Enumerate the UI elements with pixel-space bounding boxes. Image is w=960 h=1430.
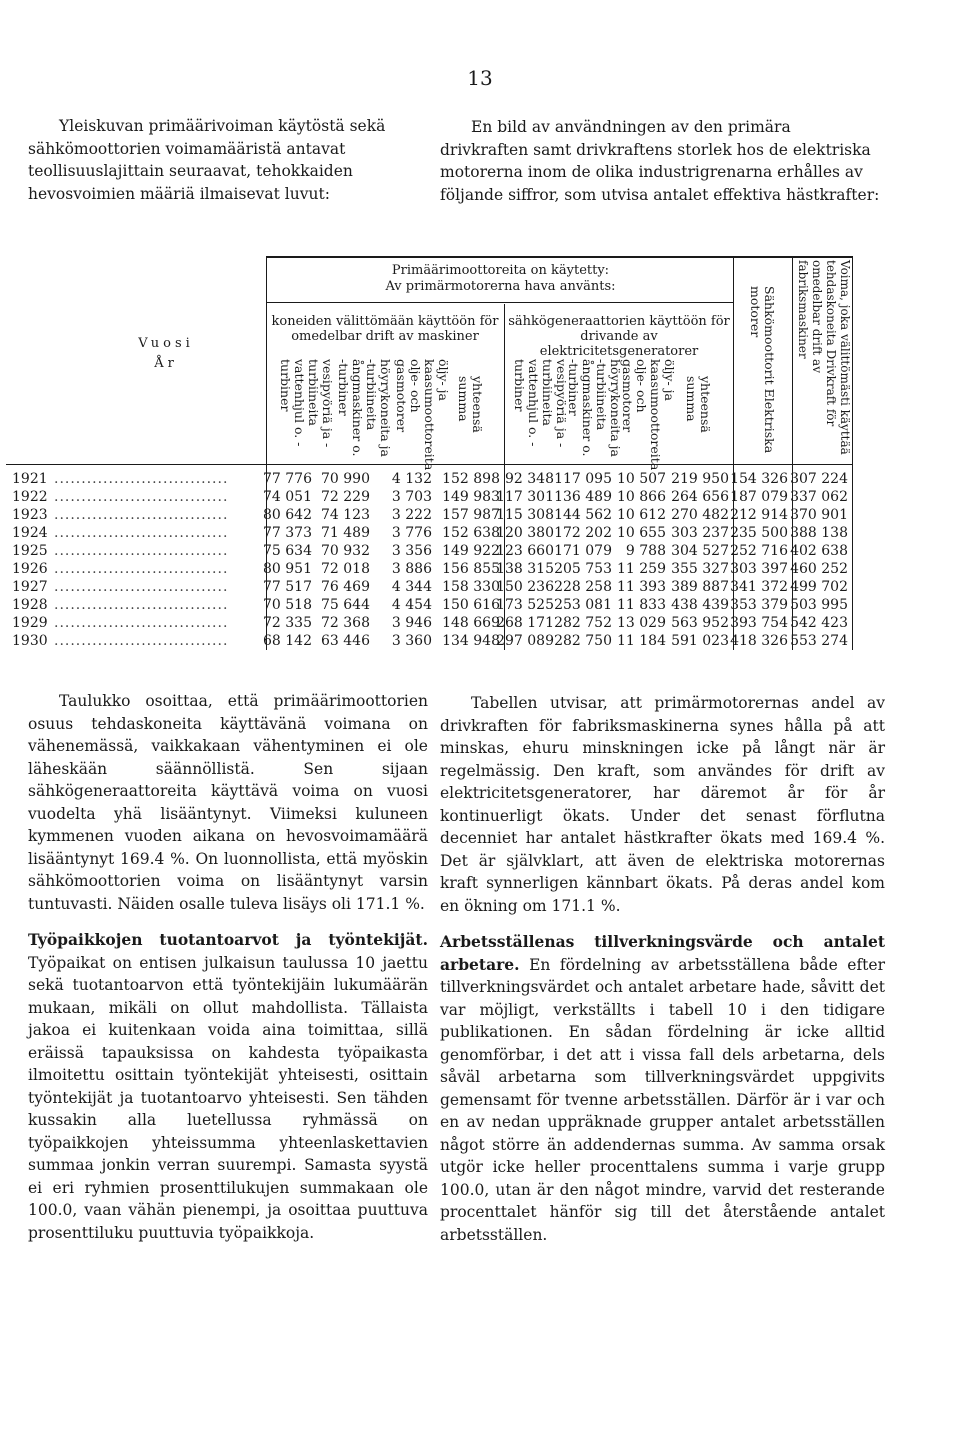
cell-value: 4 454 (391, 597, 432, 613)
cell-value: 157 987 (442, 507, 500, 523)
cell-value: 3 776 (391, 525, 432, 541)
leader-dots: ................................ (54, 507, 229, 523)
year-header-sv: År (154, 356, 178, 371)
cell-value: 150 616 (442, 597, 500, 613)
table-row (6, 506, 852, 525)
cell-value: 134 948 (442, 633, 500, 649)
direct-use-header: koneiden välittömään käyttöön för omedelbar drift av maskiner (271, 314, 499, 344)
row-year: 1924 (12, 525, 48, 541)
sv-paragraph-1: Tabellen utvisar, att primärmotorernas andel av drivkraften för fabriksmaskinerna synes hålla på att minskas, ehuru minskningen icke på långt när är regelmässig. Den kraft, som användes för drift av elektricitetsgeneratorer, har däremot år för år kontinuerligt ökats. Under det senast förflutna decenniet har antalet hästkrafter ökats med 169.4 %. Det är självklart, att även de elektriska motorernas kraft synnerligen kännbart ökats. På deras andel kom en ökning om 171.1 %. (440, 694, 885, 915)
cell-value: 72 368 (321, 615, 370, 631)
table-row (6, 560, 852, 579)
cell-value: 70 518 (263, 597, 312, 613)
col-water-gen: vesipyöriä ja -turbiineita vattenhjul o. -turbiner (512, 359, 569, 448)
col-sum-gen: yhteensä summa (684, 376, 713, 433)
cell-value: 70 990 (321, 471, 370, 487)
cell-value: 117 095 (554, 471, 612, 487)
col-steam-direct: höyrykoneita ja -turbiineita ångmaskiner o. -turbiner (336, 359, 393, 457)
table-row (6, 542, 852, 561)
col-steam-gen: höyrykoneita ja -turbiineita ångmaskiner o. -turbiner (566, 359, 623, 457)
col-total-direct-power: Voima, joka välittömästi käyttää tehdaskoneita Drivkraft för omedelbar drift av fabriksmaskiner (796, 260, 852, 455)
cell-value: 120 380 (496, 525, 554, 541)
cell-value: 355 327 (671, 561, 729, 577)
row-year: 1928 (12, 597, 48, 613)
cell-value: 171 079 (554, 543, 612, 559)
cell-value: 11 833 (617, 597, 666, 613)
leader-dots: ................................ (54, 543, 229, 559)
cell-value: 172 202 (554, 525, 612, 541)
cell-value: 75 644 (321, 597, 370, 613)
cell-value: 297 089 (496, 633, 554, 649)
cell-value: 117 301 (496, 489, 554, 505)
table-row (6, 488, 852, 507)
col-sum-direct: yhteensä summa (456, 376, 485, 433)
cell-value: 115 308 (496, 507, 554, 523)
generator-use-header: sähkögeneraattorien käyttöön för drivande av elektricitetsgeneratorer (508, 314, 730, 359)
year-header-fi: Vuosi (138, 336, 194, 351)
cell-value: 11 259 (617, 561, 666, 577)
cell-value: 553 274 (790, 633, 848, 649)
cell-value: 187 079 (730, 489, 788, 505)
cell-value: 219 950 (671, 471, 729, 487)
leader-dots: ................................ (54, 471, 229, 487)
swedish-column (440, 692, 885, 1246)
cell-value: 393 754 (730, 615, 788, 631)
cell-value: 74 123 (321, 507, 370, 523)
cell-value: 304 527 (671, 543, 729, 559)
cell-value: 11 393 (617, 579, 666, 595)
leader-dots: ................................ (54, 597, 229, 613)
cell-value: 77 517 (263, 579, 312, 595)
cell-value: 71 489 (321, 525, 370, 541)
table-row (6, 614, 852, 633)
cell-value: 270 482 (671, 507, 729, 523)
cell-value: 158 330 (442, 579, 500, 595)
leader-dots: ................................ (54, 561, 229, 577)
cell-value: 154 326 (730, 471, 788, 487)
intro-finnish: Yleiskuvan primäärivoiman käytöstä sekä sähkömoottorien voimamääristä antavat teollisuuslajittain seuraavat, tehokkaiden hevosvoimien määriä ilmaisevat luvut: (28, 117, 386, 203)
cell-value: 264 656 (671, 489, 729, 505)
table-row (6, 596, 852, 615)
cell-value: 72 335 (263, 615, 312, 631)
group-header-sv: Av primärmotorerna hava använts: (385, 279, 616, 294)
table-row (6, 524, 852, 543)
cell-value: 3 946 (391, 615, 432, 631)
cell-value: 418 326 (730, 633, 788, 649)
cell-value: 341 372 (730, 579, 788, 595)
cell-value: 282 752 (554, 615, 612, 631)
cell-value: 77 776 (263, 471, 312, 487)
cell-value: 460 252 (790, 561, 848, 577)
row-year: 1923 (12, 507, 48, 523)
col-electric-motors: Sähkömoottorit Elektriska motorer (748, 286, 777, 454)
intro-swedish: En bild av användningen av den primära drivkraften samt drivkraftens storlek hos de elektriska motorerna inom de olika industrigrenarna erhålles av följande siffror, som utvisa antalet effektiva hästkrafter: (440, 118, 880, 204)
cell-value: 173 525 (496, 597, 554, 613)
header-rule (266, 302, 733, 303)
row-year: 1921 (12, 471, 48, 487)
page-number: 13 (467, 66, 493, 90)
table-top-rule (266, 256, 852, 258)
primary-power-table (6, 256, 852, 656)
cell-value: 563 952 (671, 615, 729, 631)
cell-value: 4 132 (391, 471, 432, 487)
cell-value: 68 142 (263, 633, 312, 649)
cell-value: 76 469 (321, 579, 370, 595)
cell-value: 268 171 (496, 615, 554, 631)
cell-value: 77 373 (263, 525, 312, 541)
sv-paragraph-2 (440, 931, 885, 1246)
table-row (6, 470, 852, 489)
cell-value: 353 379 (730, 597, 788, 613)
sv-heading: Arbetsställenas tillverkningsvärde och antalet arbetare. (440, 932, 885, 974)
fi-paragraph-2 (28, 929, 428, 1244)
cell-value: 80 951 (263, 561, 312, 577)
cell-value: 3 222 (391, 507, 432, 523)
cell-value: 499 702 (790, 579, 848, 595)
cell-value: 70 932 (321, 543, 370, 559)
cell-value: 438 439 (671, 597, 729, 613)
cell-value: 303 237 (671, 525, 729, 541)
cell-value: 74 051 (263, 489, 312, 505)
cell-value: 144 562 (554, 507, 612, 523)
cell-value: 253 081 (554, 597, 612, 613)
cell-value: 542 423 (790, 615, 848, 631)
cell-value: 3 360 (391, 633, 432, 649)
cell-value: 156 855 (442, 561, 500, 577)
cell-value: 591 023 (671, 633, 729, 649)
cell-value: 370 901 (790, 507, 848, 523)
finnish-column (28, 690, 428, 1244)
group-header-fi: Primäärimoottoreita on käytetty: (391, 263, 610, 278)
cell-value: 10 612 (617, 507, 666, 523)
cell-value: 123 660 (496, 543, 554, 559)
cell-value: 149 922 (442, 543, 500, 559)
cell-value: 13 029 (617, 615, 666, 631)
sv-paragraph-2-text: En fördelning av arbetsställena både efter tillverkningsvärdet och antalet arbetare hade, såvitt det var möjligt, verkställts i tabell 10 i den tidigare publikationen. En sådan fördelning är icke alltid genomförbar, i det att i vissa fall dels arbetarna, dels såväl arbetarna som tillverkningsvärdet uppgivits gemensamt för tvenne arbetsställen. Därför är i var och en av nedan uppräknade grupper antalet arbetsställen något större än addendernas summa. Av samma orsak utgör icke heller procenttalens summa i varje grupp 100.0, utan är den något mindre, varvid det resterande procenttalet hänför sig till det återstående antalet arbetsställen. (440, 955, 885, 1244)
cell-value: 388 138 (790, 525, 848, 541)
cell-value: 4 344 (391, 579, 432, 595)
cell-value: 75 634 (263, 543, 312, 559)
cell-value: 212 914 (730, 507, 788, 523)
col-oil-gen: öljy- ja kaasumoottoreita olje- och gasmotorer (620, 359, 677, 471)
fi-paragraph-1: Taulukko osoittaa, että primäärimoottorien osuus tehdaskoneita käyttävänä voimana on vähenemässä, vaikkakaan vähentyminen ei ole läheskään säännöllistä. Sen sijaan sähkögeneraattoreita käyttävä voima on vuosi vuodelta yhä lisääntynyt. Viimeksi kuluneen kymmenen vuoden aikana on hevosvoimamäärä lisääntynyt 169.4 %. On luonnollista, että myöskin sähkömoottorien voima on lisääntynyt varsin tuntuvasti. Näiden osalle tuleva lisäys oli 171.1 %. (28, 692, 428, 913)
cell-value: 282 750 (554, 633, 612, 649)
row-year: 1925 (12, 543, 48, 559)
table-row (6, 632, 852, 651)
cell-value: 10 866 (617, 489, 666, 505)
col-oil-direct: öljy- ja kaasumoottoreita olje- och gasmotorer (394, 359, 451, 471)
cell-value: 3 886 (391, 561, 432, 577)
leader-dots: ................................ (54, 579, 229, 595)
col-water-direct: vesipyöriä ja -turbiineita vattenhjul o. -turbiner (278, 359, 335, 448)
fi-paragraph-2-text: Työpaikat on entisen julkaisun taulussa 10 jaettu sekä tuotantoarvon että työntekijäin lukumäärän mukaan, mikäli on ollut mahdollista. Tällaista jakoa ei kuitenkaan voida aina toimittaa, sillä eräissä tapauksissa on kahdesta työpaikasta ilmoitettu osittain työntekijät yhteisesti, osittain työntekijät ja tuotantoarvo yhteisesti. Sen tähden kussakin alla luetellussa ryhmässä on työpaikkojen yhteissumma yhteenlaskettavien summaa jonkin verran suurempi. Samasta syystä ei eri ryhmien prosenttilukujen summakaan ole 100.0, vaan vähän pienempi, ja osoittaa puuttuva prosenttiluku puuttuvia työpaikkoja. (28, 953, 428, 1242)
cell-value: 252 716 (730, 543, 788, 559)
cell-value: 72 229 (321, 489, 370, 505)
cell-value: 3 356 (391, 543, 432, 559)
cell-value: 11 184 (617, 633, 666, 649)
cell-value: 72 018 (321, 561, 370, 577)
row-year: 1922 (12, 489, 48, 505)
cell-value: 138 315 (496, 561, 554, 577)
fi-heading: Työpaikkojen tuotantoarvot ja työntekijät. (28, 930, 428, 949)
row-year: 1930 (12, 633, 48, 649)
leader-dots: ................................ (54, 633, 229, 649)
cell-value: 63 446 (321, 633, 370, 649)
cell-value: 307 224 (790, 471, 848, 487)
cell-value: 337 062 (790, 489, 848, 505)
cell-value: 150 236 (496, 579, 554, 595)
leader-dots: ................................ (54, 615, 229, 631)
cell-value: 10 507 (617, 471, 666, 487)
row-year: 1926 (12, 561, 48, 577)
cell-value: 402 638 (790, 543, 848, 559)
cell-value: 92 348 (505, 471, 554, 487)
cell-value: 389 887 (671, 579, 729, 595)
leader-dots: ................................ (54, 489, 229, 505)
cell-value: 303 397 (730, 561, 788, 577)
cell-value: 10 655 (617, 525, 666, 541)
cell-value: 235 500 (730, 525, 788, 541)
row-year: 1927 (12, 579, 48, 595)
cell-value: 136 489 (554, 489, 612, 505)
cell-value: 152 638 (442, 525, 500, 541)
cell-value: 80 642 (263, 507, 312, 523)
cell-value: 228 258 (554, 579, 612, 595)
cell-value: 149 983 (442, 489, 500, 505)
cell-value: 9 788 (625, 543, 666, 559)
cell-value: 503 995 (790, 597, 848, 613)
row-year: 1929 (12, 615, 48, 631)
cell-value: 152 898 (442, 471, 500, 487)
leader-dots: ................................ (54, 525, 229, 541)
cell-value: 3 703 (391, 489, 432, 505)
col-rule (852, 256, 853, 650)
cell-value: 148 669 (442, 615, 500, 631)
table-row (6, 578, 852, 597)
cell-value: 205 753 (554, 561, 612, 577)
